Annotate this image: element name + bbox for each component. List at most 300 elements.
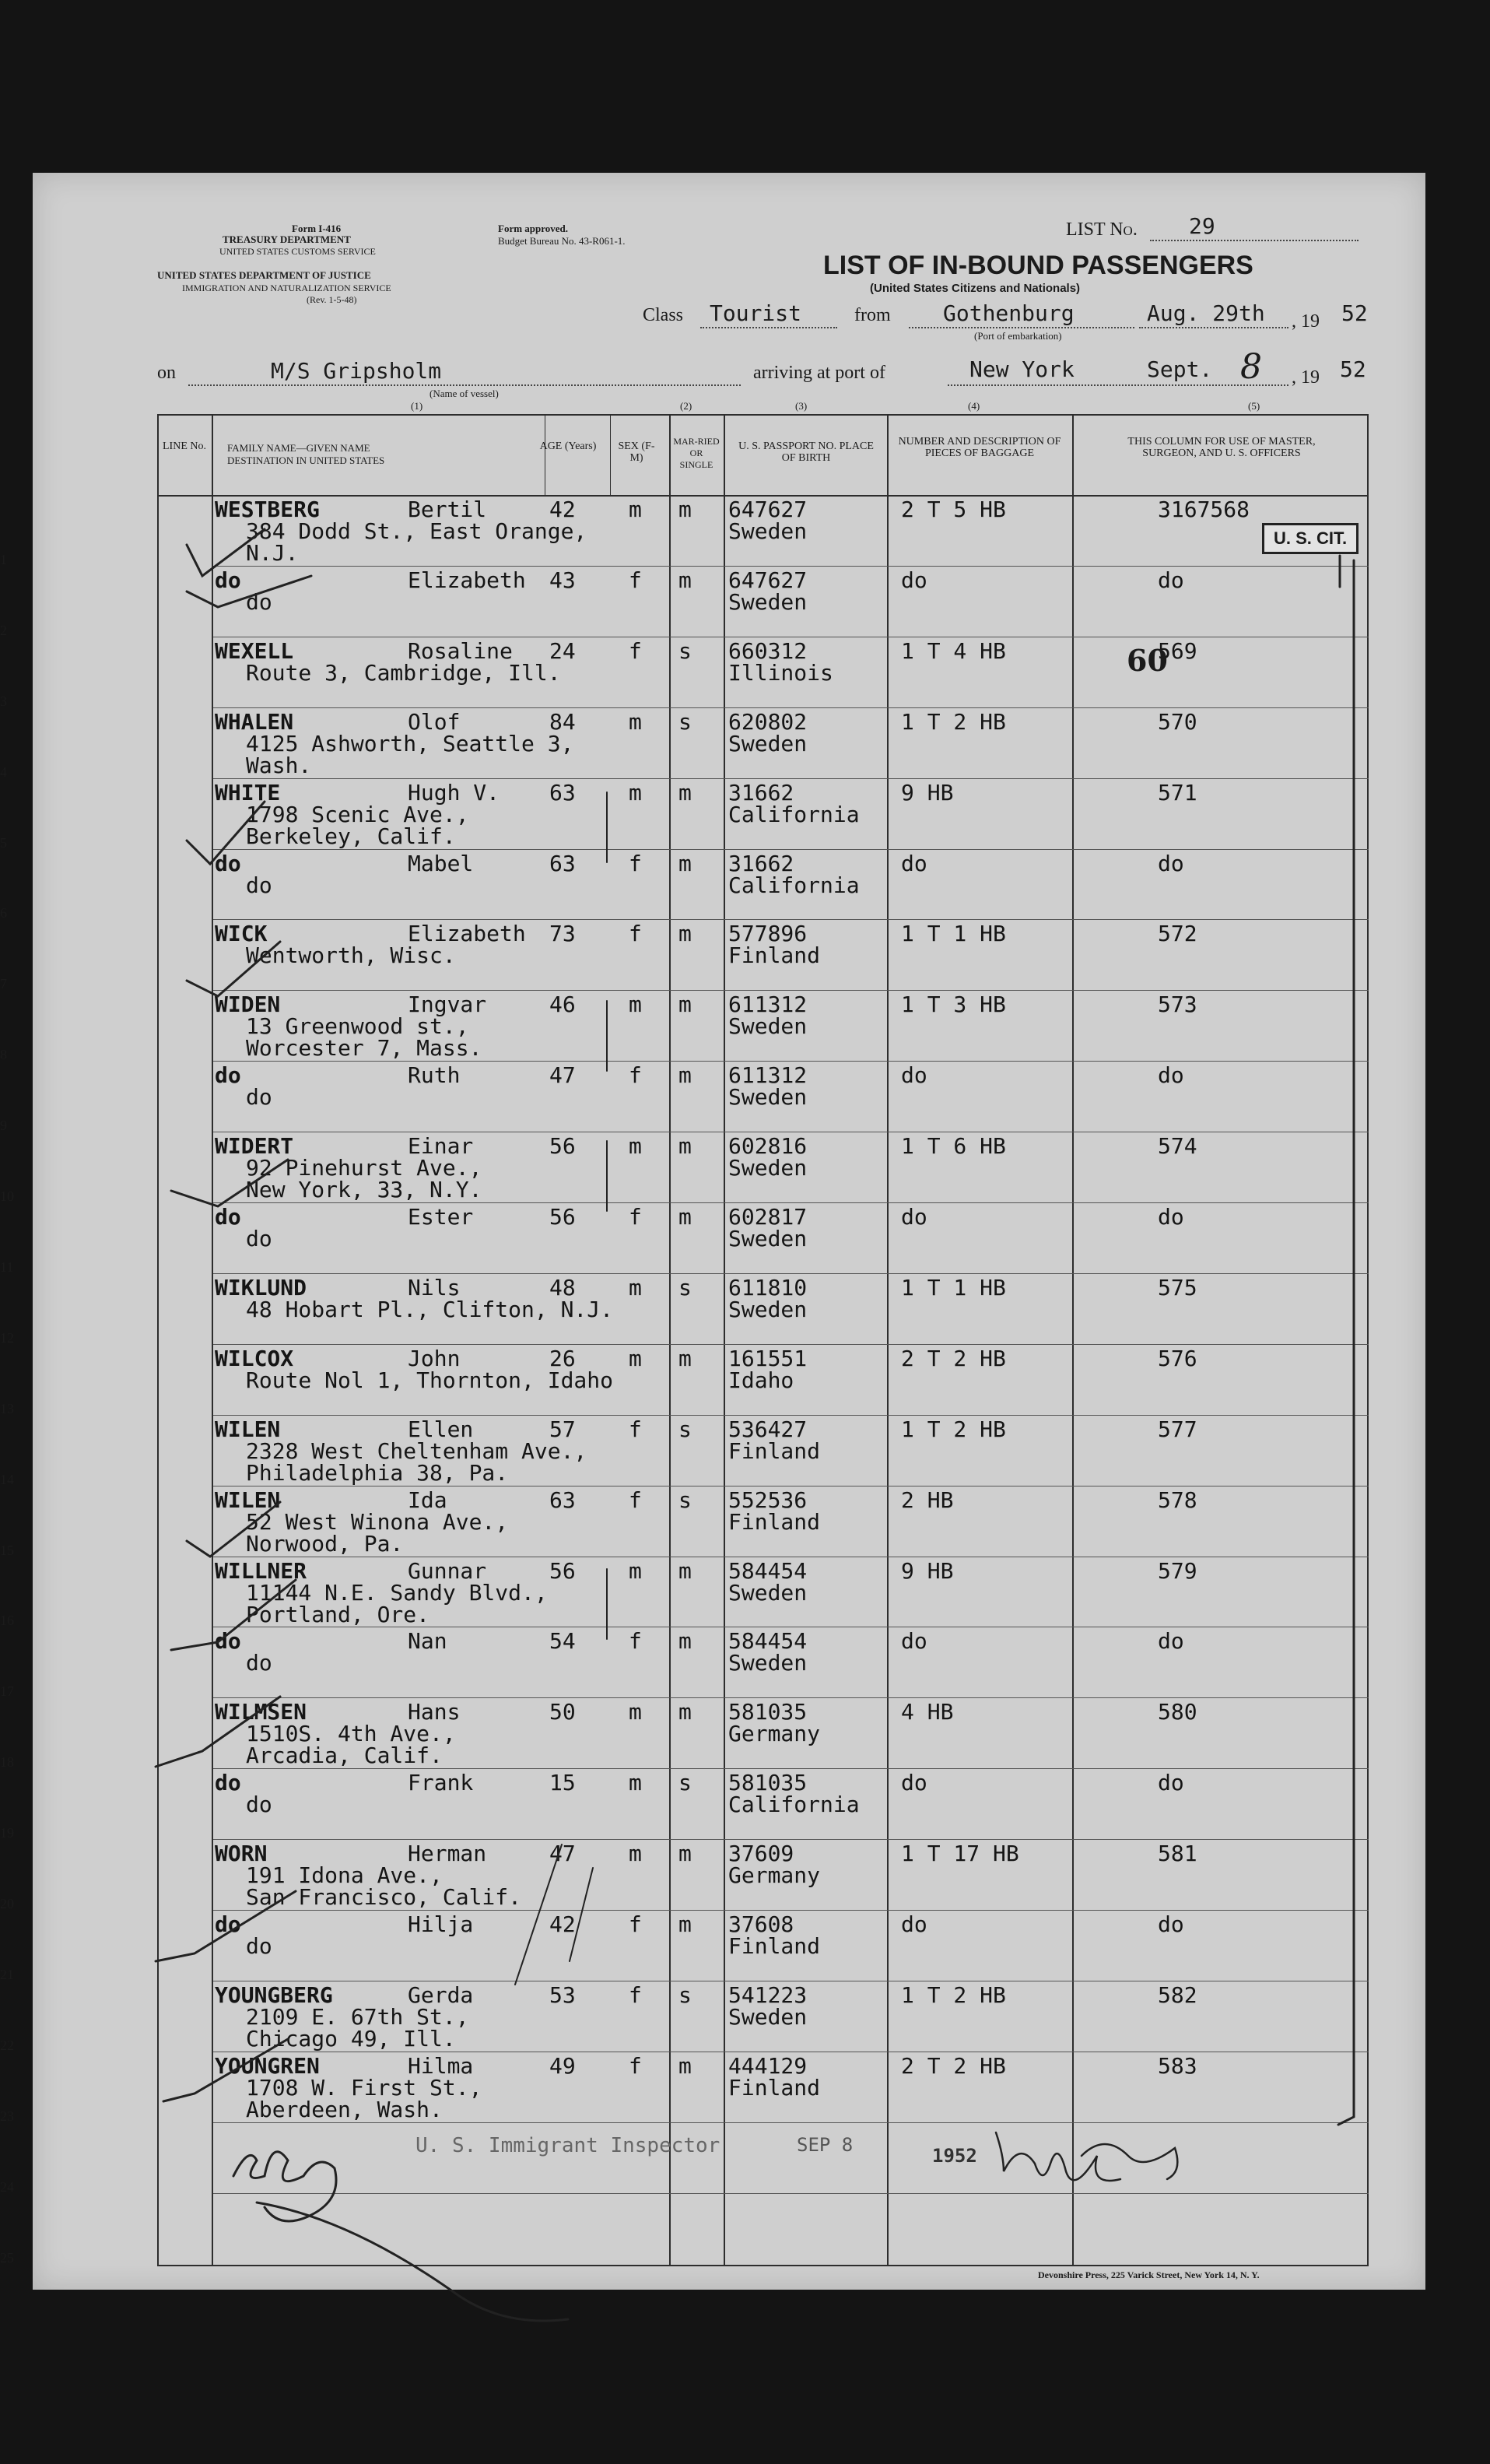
treasury-dept: TREASURY DEPARTMENT — [223, 233, 351, 245]
from-value: Gothenburg — [943, 300, 1075, 326]
line-number: 12 — [0, 1329, 14, 1346]
destination-line-1: Route 3, Cambridge, Ill. — [246, 659, 561, 686]
header-age: AGE (Years) — [539, 441, 597, 452]
given-name: Ida — [408, 1486, 447, 1513]
line-number: 14 — [0, 1471, 14, 1487]
age: 24 — [549, 637, 576, 664]
baggage: do — [901, 1204, 927, 1230]
officer-note: 576 — [1158, 1345, 1197, 1371]
header-officers: THIS COLUMN FOR USE OF MASTER, SURGEON, AND U. S. OFFICERS — [1127, 436, 1316, 459]
passport-no: 581035 — [728, 1770, 808, 1796]
col-border-left — [157, 414, 159, 2266]
marital-status: m — [678, 1911, 692, 1937]
line-number: 13 — [0, 1400, 14, 1416]
officer-note: 580 — [1158, 1699, 1197, 1725]
sex: m — [629, 1557, 642, 1584]
row-divider — [213, 1344, 1369, 1345]
marital-status: m — [678, 1628, 692, 1655]
marital-status: m — [678, 1557, 692, 1584]
given-name: Einar — [408, 1133, 474, 1160]
baggage: 2 T 5 HB — [901, 497, 1006, 522]
baggage: do — [901, 1770, 927, 1796]
destination-line-1: 4125 Ashworth, Seattle 3, — [246, 730, 574, 756]
family-name: YOUNGREN — [215, 2052, 320, 2079]
given-name: Hugh V. — [408, 779, 500, 806]
family-name: do — [215, 1911, 241, 1937]
officer-note: 569 — [1158, 637, 1197, 664]
place-of-birth: California — [728, 1792, 860, 1818]
line-number: 25 — [0, 2249, 14, 2266]
baggage: 9 HB — [901, 779, 954, 806]
destination-line-2: Norwood, Pa. — [246, 1530, 404, 1557]
given-name: Nils — [408, 1274, 461, 1300]
line-number: 8 — [0, 1047, 7, 1063]
passport-no: 611312 — [728, 992, 808, 1018]
row-divider — [213, 1202, 1369, 1203]
us-citizen-stamp: U. S. CIT. — [1262, 523, 1359, 554]
place-of-birth: Sweden — [728, 1084, 808, 1111]
given-name: Nan — [408, 1628, 447, 1655]
form-approved: Form approved. — [498, 223, 569, 234]
row-divider — [213, 778, 1369, 779]
header-name: FAMILY NAME—GIVEN NAME — [227, 442, 370, 454]
marital-status: m — [678, 921, 692, 947]
arrival-port: New York — [969, 356, 1075, 382]
row-divider — [213, 2193, 1369, 2194]
line-number: 4 — [0, 763, 7, 780]
place-of-birth: California — [728, 872, 860, 898]
destination-line-1: do — [246, 1792, 272, 1818]
destination-line-1: 384 Dodd St., East Orange, — [246, 518, 587, 544]
baggage: 1 T 2 HB — [901, 1981, 1006, 2008]
row-divider — [213, 849, 1369, 850]
from-label: from — [854, 305, 891, 325]
destination-line-2: Aberdeen, Wash. — [246, 2096, 443, 2122]
age: 56 — [549, 1133, 576, 1160]
place-of-birth: Sweden — [728, 2003, 808, 2030]
col-border-baggage — [1072, 414, 1074, 2266]
header-sex: SEX (F-M) — [618, 441, 655, 464]
line-number: 5 — [0, 834, 7, 851]
given-name: Hans — [408, 1699, 461, 1725]
inspector-line: U. S. Immigrant Inspector — [415, 2134, 720, 2157]
destination-line-2: San Francisco, Calif. — [246, 1884, 522, 1911]
sex: m — [629, 1133, 642, 1160]
destination-line-1: 11144 N.E. Sandy Blvd., — [246, 1579, 548, 1606]
officer-note: 575 — [1158, 1274, 1197, 1300]
given-name: Ellen — [408, 1416, 474, 1442]
age: 42 — [549, 497, 576, 522]
destination-line-1: 92 Pinehurst Ave., — [246, 1155, 482, 1181]
officer-note: 572 — [1158, 921, 1197, 947]
table-bottom — [157, 2265, 1369, 2266]
marital-status: s — [678, 1981, 692, 2008]
given-name: John — [408, 1345, 461, 1371]
from-line — [909, 327, 1134, 328]
line-number: 18 — [0, 1754, 14, 1771]
line-number: 2 — [0, 622, 7, 638]
destination-line-1: Route Nol 1, Thornton, Idaho — [246, 1367, 614, 1393]
marital-status: s — [678, 1486, 692, 1513]
ins-service: IMMIGRATION AND NATURALIZATION SERVICE — [182, 283, 391, 293]
place-of-birth: Germany — [728, 1862, 821, 1889]
arrival-year: 52 — [1340, 356, 1366, 382]
baggage: 1 T 6 HB — [901, 1133, 1006, 1160]
destination-line-1: 13 Greenwood st., — [246, 1013, 469, 1040]
marital-status: s — [678, 1770, 692, 1796]
baggage: 1 T 17 HB — [901, 1841, 1019, 1867]
on-label: on — [157, 363, 176, 383]
sex: f — [629, 1981, 642, 2008]
marital-status: m — [678, 1133, 692, 1160]
sex: m — [629, 1841, 642, 1867]
destination-line-1: do — [246, 1084, 272, 1111]
given-name: Gunnar — [408, 1557, 487, 1584]
officer-note: 574 — [1158, 1133, 1197, 1160]
baggage: do — [901, 850, 927, 876]
family-name: WILMSEN — [215, 1699, 307, 1725]
baggage: 2 HB — [901, 1486, 954, 1513]
revision-date: (Rev. 1-5-48) — [307, 294, 357, 305]
family-name: do — [215, 1770, 241, 1796]
sex: f — [629, 1911, 642, 1937]
passport-no: 611810 — [728, 1274, 808, 1300]
marital-status: m — [678, 1841, 692, 1867]
officer-note: 573 — [1158, 992, 1197, 1018]
destination-line-1: 1798 Scenic Ave., — [246, 801, 469, 827]
marital-status: m — [678, 850, 692, 876]
sex: f — [629, 921, 642, 947]
officer-note: 3167568 — [1158, 497, 1250, 522]
destination-line-1: do — [246, 1226, 272, 1251]
age: 53 — [549, 1981, 576, 2008]
list-title: LIST OF IN-BOUND PASSENGERS — [823, 251, 1253, 280]
passport-no: 552536 — [728, 1486, 808, 1513]
destination-line-1: 2109 E. 67th St., — [246, 2003, 469, 2030]
line-number: 6 — [0, 905, 7, 921]
family-name: WESTBERG — [215, 497, 320, 522]
col-border-passport — [887, 414, 889, 2266]
sex: f — [629, 1204, 642, 1230]
sex: m — [629, 1274, 642, 1300]
age: 49 — [549, 2052, 576, 2079]
age: 50 — [549, 1699, 576, 1725]
row-divider — [213, 919, 1369, 920]
destination-line-2: Chicago 49, Ill. — [246, 2025, 456, 2052]
place-of-birth: Sweden — [728, 518, 808, 544]
list-no-label: LIST No. — [1066, 219, 1138, 240]
sex: f — [629, 1416, 642, 1442]
arrival-year-prefix: , 19 — [1292, 367, 1320, 388]
destination-line-2: Berkeley, Calif. — [246, 823, 456, 849]
marital-status: s — [678, 637, 692, 664]
family-name: WIDEN — [215, 992, 281, 1018]
sex: f — [629, 850, 642, 876]
family-name: do — [215, 1628, 241, 1655]
baggage: 1 T 1 HB — [901, 921, 1006, 947]
row-divider — [213, 1697, 1369, 1698]
passport-no: 584454 — [728, 1557, 808, 1584]
place-of-birth: California — [728, 801, 860, 827]
sex: m — [629, 497, 642, 522]
officer-note: do — [1158, 567, 1184, 593]
baggage: 1 T 4 HB — [901, 637, 1006, 664]
marital-status: m — [678, 1204, 692, 1230]
marital-status: s — [678, 1274, 692, 1300]
printer-note: Devonshire Press, 225 Varick Street, New York 14, N. Y. — [1038, 2269, 1260, 2280]
marital-status: m — [678, 1699, 692, 1725]
baggage: 4 HB — [901, 1699, 954, 1725]
header-passport: U. S. PASSPORT NO. PLACE OF BIRTH — [738, 441, 874, 464]
sex: f — [629, 1062, 642, 1089]
justice-dept: UNITED STATES DEPARTMENT OF JUSTICE — [157, 269, 371, 281]
destination-line-1: do — [246, 872, 272, 898]
row-divider — [213, 1273, 1369, 1274]
passport-no: 444129 — [728, 2052, 808, 2079]
age: 56 — [549, 1204, 576, 1230]
given-name: Elizabeth — [408, 567, 526, 593]
destination-line-1: do — [246, 1650, 272, 1676]
destination-line-1: 191 Idona Ave., — [246, 1862, 443, 1889]
row-divider — [213, 1415, 1369, 1416]
officer-note: 578 — [1158, 1486, 1197, 1513]
given-name: Ester — [408, 1204, 474, 1230]
officer-note: do — [1158, 1062, 1184, 1089]
line-number: 17 — [0, 1683, 14, 1700]
col-border-sex — [610, 414, 611, 495]
marital-status: m — [678, 779, 692, 806]
place-of-birth: Sweden — [728, 1226, 808, 1251]
family-name: WEXELL — [215, 637, 294, 664]
family-name: do — [215, 850, 241, 876]
given-name: Frank — [408, 1770, 474, 1796]
baggage: 1 T 1 HB — [901, 1274, 1006, 1300]
given-name: Bertil — [408, 497, 487, 522]
col-num-2: (2) — [680, 400, 692, 412]
sex: f — [629, 637, 642, 664]
passport-no: 602817 — [728, 1204, 808, 1230]
class-value: Tourist — [710, 300, 802, 326]
age: 73 — [549, 921, 576, 947]
passport-no: 37608 — [728, 1911, 794, 1937]
line-number: 15 — [0, 1542, 14, 1558]
baggage: do — [901, 1628, 927, 1655]
given-name: Gerda — [408, 1981, 474, 2008]
line-number: 16 — [0, 1613, 14, 1629]
age: 48 — [549, 1274, 576, 1300]
family-name: YOUNGBERG — [215, 1981, 333, 2008]
given-name: Ruth — [408, 1062, 461, 1089]
destination-line-1: do — [246, 1933, 272, 1959]
family-name: do — [215, 1204, 241, 1230]
given-name: Hilma — [408, 2052, 474, 2079]
place-of-birth: Sweden — [728, 1579, 808, 1606]
line-number: 19 — [0, 1825, 14, 1841]
age: 63 — [549, 850, 576, 876]
age: 57 — [549, 1416, 576, 1442]
line-number: 7 — [0, 976, 7, 992]
family-name: WIKLUND — [215, 1274, 307, 1300]
destination-line-2: Philadelphia 38, Pa. — [246, 1459, 509, 1486]
family-name: WORN — [215, 1841, 268, 1867]
place-of-birth: Sweden — [728, 588, 808, 615]
row-divider — [213, 707, 1369, 708]
embark-year-prefix: , 19 — [1292, 311, 1320, 332]
age: 84 — [549, 708, 576, 735]
family-name: WIDERT — [215, 1133, 294, 1160]
age: 43 — [549, 567, 576, 593]
line-number: 1 — [0, 551, 7, 567]
given-name: Mabel — [408, 850, 474, 876]
row-divider — [213, 566, 1369, 567]
passport-no: 161551 — [728, 1345, 808, 1371]
age: 54 — [549, 1628, 576, 1655]
baggage: 1 T 2 HB — [901, 1416, 1006, 1442]
family-name: WHALEN — [215, 708, 294, 735]
baggage: do — [901, 1911, 927, 1937]
destination-line-2: New York, 33, N.Y. — [246, 1177, 482, 1203]
destination-line-1: 48 Hobart Pl., Clifton, N.J. — [246, 1296, 614, 1322]
officer-note: 581 — [1158, 1841, 1197, 1867]
sex: m — [629, 1345, 642, 1371]
col-num-5: (5) — [1248, 400, 1260, 412]
passport-no: 581035 — [728, 1699, 808, 1725]
officer-note: do — [1158, 1911, 1184, 1937]
officer-note: 577 — [1158, 1416, 1197, 1442]
place-of-birth: Finland — [728, 2074, 821, 2101]
age: 47 — [549, 1841, 576, 1867]
family-name: do — [215, 567, 241, 593]
marital-status: m — [678, 1345, 692, 1371]
vessel-line — [188, 384, 741, 386]
col-num-1: (1) — [411, 400, 423, 412]
age: 56 — [549, 1557, 576, 1584]
age: 15 — [549, 1770, 576, 1796]
destination-line-2: Portland, Ore. — [246, 1601, 430, 1627]
sex: m — [629, 708, 642, 735]
passport-no: 620802 — [728, 708, 808, 735]
sex: f — [629, 2052, 642, 2079]
row-divider — [213, 1768, 1369, 1769]
place-of-birth: Sweden — [728, 1013, 808, 1040]
officer-note: do — [1158, 1628, 1184, 1655]
passport-no: 577896 — [728, 921, 808, 947]
embark-date-line — [1139, 327, 1288, 328]
age: 26 — [549, 1345, 576, 1371]
officer-note: 570 — [1158, 708, 1197, 735]
col-border-sex-end — [669, 414, 671, 2266]
row-divider — [213, 990, 1369, 991]
header-married: MAR-RIED OR SINGLE — [673, 436, 720, 470]
place-of-birth: Sweden — [728, 730, 808, 756]
marital-status: m — [678, 567, 692, 593]
destination-line-2: Worcester 7, Mass. — [246, 1035, 482, 1062]
passport-no: 660312 — [728, 637, 808, 664]
age: 42 — [549, 1911, 576, 1937]
family-name: WHITE — [215, 779, 281, 806]
line-number: 21 — [0, 1966, 14, 1982]
officer-note: 583 — [1158, 2052, 1197, 2079]
customs-service: UNITED STATES CUSTOMS SERVICE — [219, 246, 376, 257]
place-of-birth: Sweden — [728, 1296, 808, 1322]
line-number: 23 — [0, 2108, 14, 2124]
handwritten-60: 60 — [1127, 643, 1168, 678]
place-of-birth: Sweden — [728, 1650, 808, 1676]
officer-note: do — [1158, 1770, 1184, 1796]
row-divider — [213, 2122, 1369, 2123]
marital-status: m — [678, 992, 692, 1018]
sex: f — [629, 1486, 642, 1513]
list-no-line — [1150, 240, 1359, 241]
inspector-date: SEP 8 — [797, 2134, 854, 2156]
family-name: WILCOX — [215, 1345, 294, 1371]
family-name: WICK — [215, 921, 268, 947]
age: 63 — [549, 779, 576, 806]
passport-no: 536427 — [728, 1416, 808, 1442]
passport-no: 611312 — [728, 1062, 808, 1089]
baggage: 1 T 2 HB — [901, 708, 1006, 735]
passport-no: 584454 — [728, 1628, 808, 1655]
passport-no: 647627 — [728, 567, 808, 593]
sex: f — [629, 1628, 642, 1655]
passport-no: 37609 — [728, 1841, 794, 1867]
passport-no: 31662 — [728, 850, 794, 876]
age: 63 — [549, 1486, 576, 1513]
arrival-line — [948, 384, 1288, 386]
form-number: Form I-416 — [292, 223, 342, 234]
destination-line-1: do — [246, 588, 272, 615]
place-of-birth: Finland — [728, 1508, 821, 1535]
place-of-birth: Idaho — [728, 1367, 794, 1393]
passport-no: 647627 — [728, 497, 808, 522]
place-of-birth: Germany — [728, 1721, 821, 1747]
given-name: Herman — [408, 1841, 487, 1867]
marital-status: s — [678, 708, 692, 735]
given-name: Olof — [408, 708, 461, 735]
arrival-date: Sept. — [1147, 356, 1213, 382]
given-name: Hilja — [408, 1911, 474, 1937]
header-baggage: NUMBER AND DESCRIPTION OF PIECES OF BAGGAGE — [898, 436, 1061, 459]
place-of-birth: Sweden — [728, 1155, 808, 1181]
line-number: 9 — [0, 1118, 7, 1134]
class-line — [700, 327, 837, 328]
destination-line-2: Arcadia, Calif. — [246, 1743, 443, 1769]
destination-line-1: 1510S. 4th Ave., — [246, 1721, 456, 1747]
destination-line-2: N.J. — [246, 540, 299, 566]
header-line-no: LINE No. — [163, 441, 206, 452]
place-of-birth: Finland — [728, 1437, 821, 1464]
col-border-line — [212, 414, 213, 2266]
officer-note: 579 — [1158, 1557, 1197, 1584]
place-of-birth: Illinois — [728, 659, 833, 686]
sex: m — [629, 1770, 642, 1796]
destination-line-1: Wentworth, Wisc. — [246, 942, 456, 969]
given-name: Ingvar — [408, 992, 487, 1018]
col-border-married — [724, 414, 725, 2266]
passport-no: 541223 — [728, 1981, 808, 2008]
destination-line-1: 52 West Winona Ave., — [246, 1508, 509, 1535]
given-name: Rosaline — [408, 637, 513, 664]
baggage: 2 T 2 HB — [901, 1345, 1006, 1371]
budget-bureau: Budget Bureau No. 43-R061-1. — [498, 235, 626, 247]
line-number: 22 — [0, 2037, 14, 2053]
arrival-day: 8 — [1240, 347, 1262, 387]
baggage: 1 T 3 HB — [901, 992, 1006, 1018]
age: 46 — [549, 992, 576, 1018]
family-name: WILEN — [215, 1416, 281, 1442]
vessel-name-label: (Name of vessel) — [429, 388, 499, 399]
col-num-3: (3) — [795, 400, 808, 412]
